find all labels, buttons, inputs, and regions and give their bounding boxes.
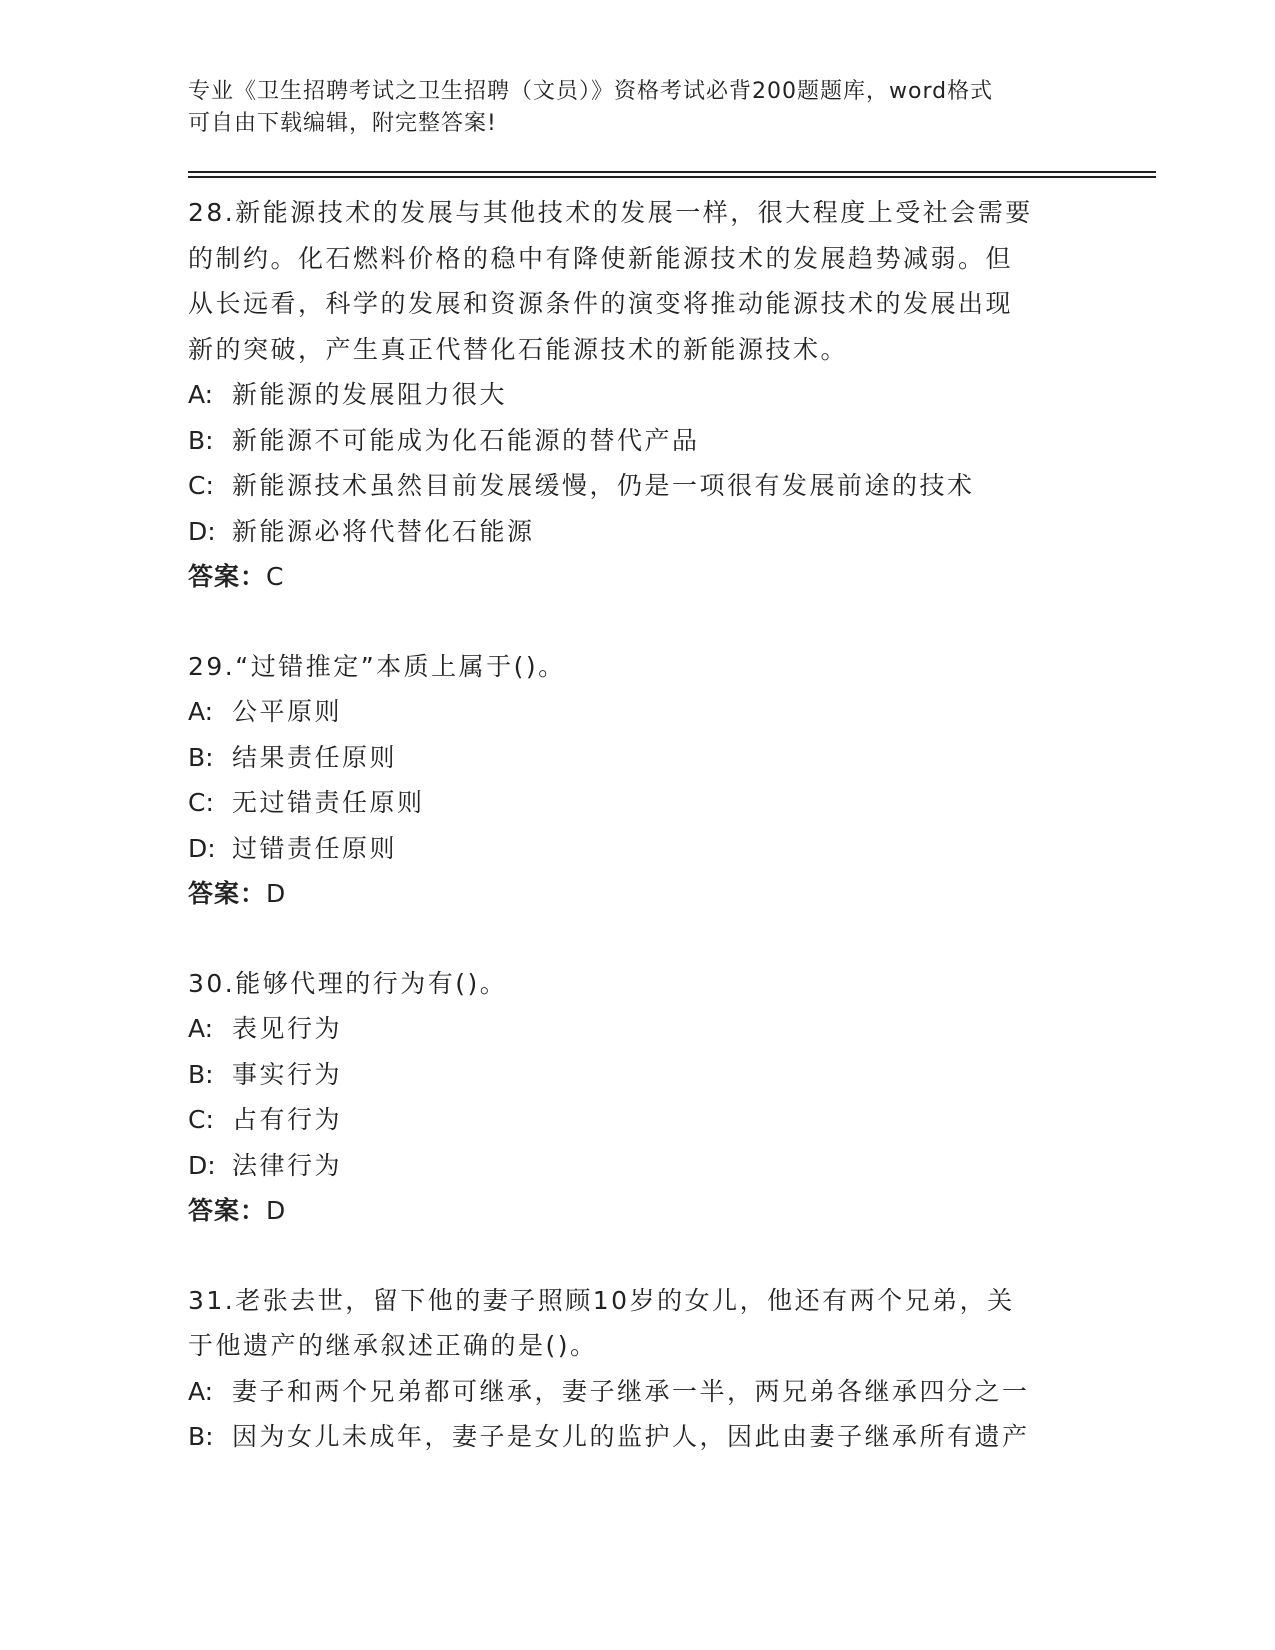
option-text: 新能源不可能成为化石能源的替代产品: [232, 425, 700, 455]
option-text: 结果责任原则: [232, 742, 398, 772]
option-text: 公平原则: [232, 697, 343, 726]
option-letter: C:: [188, 471, 214, 500]
option-c: [188, 780, 1088, 826]
question-28: [188, 190, 1088, 600]
option-letter: C:: [188, 788, 214, 817]
question-stem-line: 新的突破，产生真正代替化石能源技术的新能源技术。: [188, 334, 849, 364]
option-c: [188, 463, 1088, 509]
option-letter: C:: [188, 1105, 214, 1134]
answer-line: [188, 554, 1088, 600]
header-divider-top: [188, 171, 1156, 173]
answer-label: 答案：: [188, 1196, 267, 1225]
answer-label: 答案：: [188, 562, 267, 591]
option-letter: A:: [188, 697, 214, 726]
option-a: [188, 1369, 1088, 1415]
question-29: [188, 644, 1088, 917]
question-stem-line: 的制约。化石燃料价格的稳中有降使新能源技术的发展趋势减弱。但: [188, 243, 1014, 273]
header-divider-bottom: [188, 176, 1156, 178]
option-letter: B:: [188, 1059, 214, 1089]
option-a: [188, 1006, 1088, 1052]
option-c: [188, 1097, 1088, 1143]
option-text: 新能源的发展阻力很大: [232, 380, 508, 409]
answer-line: [188, 1188, 1088, 1234]
option-letter: B:: [188, 1422, 214, 1451]
option-b: [188, 418, 1088, 464]
option-b: [188, 1414, 1088, 1460]
option-text: 无过错责任原则: [232, 788, 425, 817]
option-text: 事实行为: [232, 1059, 343, 1089]
option-d: [188, 1143, 1088, 1189]
option-letter: A:: [188, 1376, 214, 1406]
header-line: 专业《卫生招聘考试之卫生招聘（文员）》资格考试必背200题题库，word格式: [188, 79, 994, 104]
option-text: 表见行为: [232, 1014, 343, 1043]
option-text: 新能源技术虽然目前发展缓慢，仍是一项很有发展前途的技术: [232, 471, 975, 500]
answer-line: [188, 871, 1088, 917]
question-30: [188, 961, 1088, 1234]
question-stem-line: 从长远看，科学的发展和资源条件的演变将推动能源技术的发展出现: [188, 289, 1014, 318]
answer-value: C: [266, 562, 285, 591]
question-stem-line: 30.能够代理的行为有()。: [188, 968, 508, 998]
option-b: [188, 1052, 1088, 1098]
option-text: 因为女儿未成年，妻子是女儿的监护人，因此由妻子继承所有遗产: [232, 1422, 1030, 1451]
option-letter: D:: [188, 1150, 216, 1180]
option-letter: B:: [188, 742, 214, 772]
option-letter: D:: [188, 516, 216, 546]
option-letter: A:: [188, 1014, 214, 1043]
option-text: 占有行为: [232, 1105, 343, 1134]
option-text: 法律行为: [232, 1150, 343, 1180]
answer-label: 答案：: [188, 879, 267, 908]
question-stem-line: 29.“过错推定”本质上属于()。: [188, 651, 566, 681]
question-31: [188, 1278, 1088, 1460]
option-a: [188, 372, 1088, 418]
option-a: [188, 689, 1088, 735]
option-text: 妻子和两个兄弟都可继承，妻子继承一半，两兄弟各继承四分之一: [232, 1376, 1030, 1406]
answer-value: D: [266, 1196, 287, 1225]
option-b: [188, 735, 1088, 781]
question-stem-line: 31.老张去世，留下他的妻子照顾10岁的女儿，他还有两个兄弟，关: [188, 1285, 1015, 1315]
option-d: [188, 826, 1088, 872]
option-letter: B:: [188, 425, 214, 455]
option-text: 过错责任原则: [232, 833, 398, 863]
question-stem-line: 28.新能源技术的发展与其他技术的发展一样，很大程度上受社会需要: [188, 198, 1033, 227]
option-letter: D:: [188, 833, 216, 863]
question-stem-line: 于他遗产的继承叙述正确的是()。: [188, 1331, 598, 1360]
question-list: [188, 190, 1088, 1460]
option-d: [188, 509, 1088, 555]
option-letter: A:: [188, 380, 214, 409]
document-header: [188, 76, 1068, 140]
header-line: 可自由下载编辑，附完整答案!: [188, 111, 497, 136]
option-text: 新能源必将代替化石能源: [232, 516, 535, 546]
answer-value: D: [266, 879, 287, 908]
